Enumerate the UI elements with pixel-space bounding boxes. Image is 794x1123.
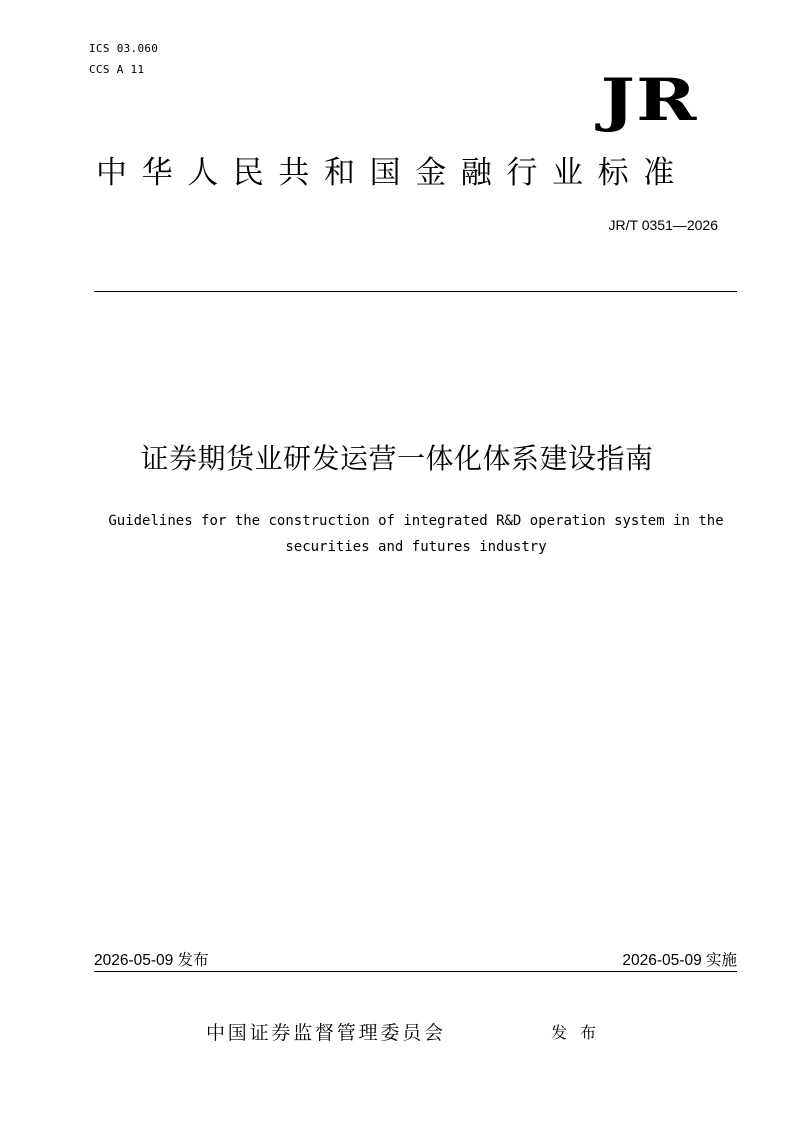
top-divider [94,291,737,292]
document-title-zh: 证券期货业研发运营一体化体系建设指南 [140,442,654,475]
jr-logo: JR [600,66,698,134]
standard-number: JR/T 0351—2026 [608,217,718,233]
bottom-divider [94,971,737,972]
ics-code: ICS 03.060 [89,42,159,55]
implementation-date: 2026-05-09 实施 [622,952,737,969]
document-title-en: Guidelines for the construction of integrated R&D operation system in the securities and futures industry [108,513,724,555]
standard-type: 中华人民共和国金融行业标准 [96,155,689,191]
issue-date: 2026-05-09 发布 [94,952,209,969]
publish-label: 发布 [551,1023,610,1042]
publisher-name: 中国证券监督管理委员会 [206,1022,446,1044]
ccs-code: CCS A 11 [89,63,145,76]
